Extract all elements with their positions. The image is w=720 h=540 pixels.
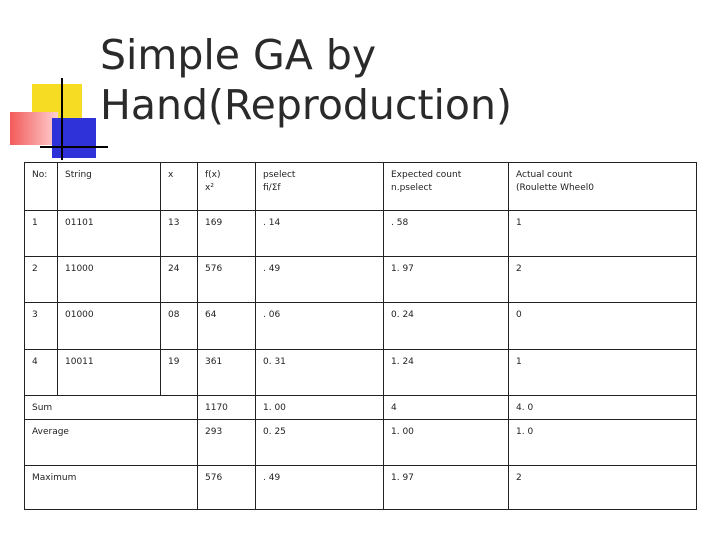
header-actual-line-2: (Roulette Wheel0 xyxy=(516,183,594,193)
header-pselect-line-2: fi/Σf xyxy=(263,183,281,193)
cell-x: 19 xyxy=(161,349,198,395)
cell-pselect: . 49 xyxy=(256,257,384,303)
summary-label: Average xyxy=(25,419,198,465)
cell-x: 24 xyxy=(161,257,198,303)
table-header-row xyxy=(25,163,697,211)
header-expected-line-1: Expected count xyxy=(391,170,462,180)
summary-pselect: . 49 xyxy=(256,465,384,509)
cell-fx: 169 xyxy=(198,211,256,257)
cell-fx: 361 xyxy=(198,349,256,395)
summary-actual: 1. 0 xyxy=(509,419,697,465)
cell-string: 01101 xyxy=(58,211,161,257)
ga-reproduction-table xyxy=(24,162,697,510)
slide-title xyxy=(100,30,512,130)
summary-expected: 1. 97 xyxy=(384,465,509,509)
header-x: x xyxy=(161,163,198,211)
cell-pselect: 0. 31 xyxy=(256,349,384,395)
header-fx-line-1: f(x) xyxy=(205,170,221,180)
decor-red-square xyxy=(10,112,58,145)
cell-string: 10011 xyxy=(58,349,161,395)
summary-row-maximum xyxy=(25,465,697,509)
header-string: String xyxy=(58,163,161,211)
slide-title-line-1: Simple GA by xyxy=(100,31,377,79)
cell-no: 3 xyxy=(25,303,58,349)
summary-pselect: 0. 25 xyxy=(256,419,384,465)
cell-expected: 1. 97 xyxy=(384,257,509,303)
decor-horizontal-line xyxy=(40,146,108,148)
summary-row-average xyxy=(25,419,697,465)
cell-expected: 0. 24 xyxy=(384,303,509,349)
cell-actual: 0 xyxy=(509,303,697,349)
cell-expected: . 58 xyxy=(384,211,509,257)
summary-fx: 293 xyxy=(198,419,256,465)
cell-expected: 1. 24 xyxy=(384,349,509,395)
table-row xyxy=(25,257,697,303)
cell-x: 13 xyxy=(161,211,198,257)
cell-string: 01000 xyxy=(58,303,161,349)
summary-expected: 1. 00 xyxy=(384,419,509,465)
cell-no: 4 xyxy=(25,349,58,395)
header-pselect-line-1: pselect xyxy=(263,170,296,180)
header-fx xyxy=(198,163,256,211)
table-row xyxy=(25,349,697,395)
cell-actual: 2 xyxy=(509,257,697,303)
summary-expected: 4 xyxy=(384,395,509,419)
decor-blue-square xyxy=(52,118,96,158)
cell-string: 11000 xyxy=(58,257,161,303)
header-no: No: xyxy=(25,163,58,211)
summary-pselect: 1. 00 xyxy=(256,395,384,419)
cell-fx: 576 xyxy=(198,257,256,303)
summary-fx: 576 xyxy=(198,465,256,509)
summary-fx: 1170 xyxy=(198,395,256,419)
header-expected-count xyxy=(384,163,509,211)
table-row xyxy=(25,303,697,349)
header-actual-line-1: Actual count xyxy=(516,170,573,180)
summary-actual: 4. 0 xyxy=(509,395,697,419)
header-expected-line-2: n.pselect xyxy=(391,183,433,193)
cell-no: 2 xyxy=(25,257,58,303)
table-row xyxy=(25,211,697,257)
cell-fx: 64 xyxy=(198,303,256,349)
cell-actual: 1 xyxy=(509,211,697,257)
cell-actual: 1 xyxy=(509,349,697,395)
summary-label: Sum xyxy=(25,395,198,419)
slide-title-line-2: Hand(Reproduction) xyxy=(100,81,512,129)
header-pselect xyxy=(256,163,384,211)
header-fx-line-2: x² xyxy=(205,183,214,193)
summary-row-sum xyxy=(25,395,697,419)
summary-label: Maximum xyxy=(25,465,198,509)
summary-actual: 2 xyxy=(509,465,697,509)
cell-pselect: . 06 xyxy=(256,303,384,349)
header-actual-count xyxy=(509,163,697,211)
cell-x: 08 xyxy=(161,303,198,349)
cell-pselect: . 14 xyxy=(256,211,384,257)
cell-no: 1 xyxy=(25,211,58,257)
